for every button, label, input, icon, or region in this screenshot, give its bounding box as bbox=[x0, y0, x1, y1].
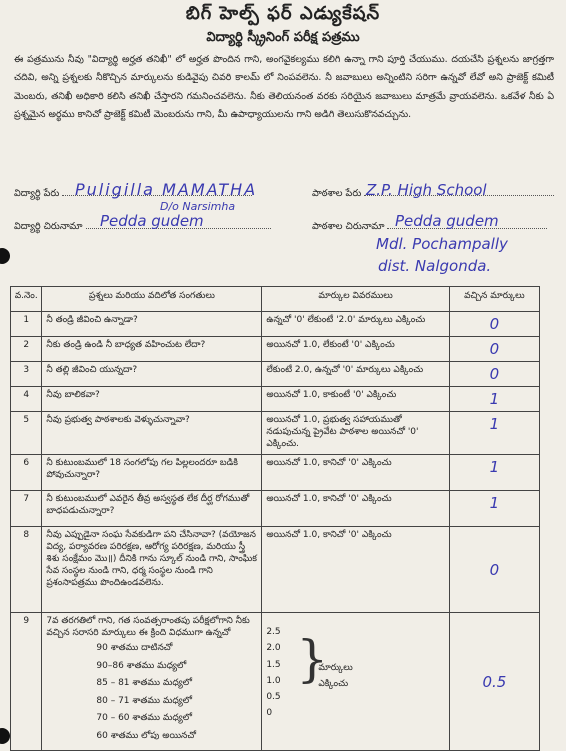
header-question: ప్రశ్నలు మరియు వదిలోత సంగతులు bbox=[42, 287, 262, 312]
row-question: నీకు తండ్రి ఉండి నీ బాధ్యత వహించుట లేదా? bbox=[42, 337, 262, 362]
row-mark-cell[interactable] bbox=[449, 527, 539, 613]
row-mark-cell[interactable] bbox=[449, 312, 539, 337]
row-number: 4 bbox=[11, 387, 42, 412]
table-row bbox=[11, 312, 540, 337]
student-address-label: విద్యార్థి చిరునామా bbox=[14, 221, 83, 232]
row-mark: 1 bbox=[489, 494, 500, 512]
row-number: 1 bbox=[11, 312, 42, 337]
grade-range-item: 90 శాతము దాటినచో bbox=[96, 643, 173, 653]
school-name-value[interactable]: Z.P. High School bbox=[366, 181, 487, 199]
row-mark-cell[interactable] bbox=[449, 613, 539, 751]
father-name-value[interactable]: D/o Narsimha bbox=[160, 200, 236, 213]
row-mark: 0 bbox=[489, 315, 500, 333]
student-name-label: విద్యార్థి పేరు bbox=[14, 188, 60, 199]
punch-hole-top bbox=[0, 248, 10, 264]
row-mark: 0 bbox=[489, 340, 500, 358]
row-mark-cell[interactable] bbox=[449, 412, 539, 455]
row-number: 5 bbox=[11, 412, 42, 455]
row-mark-cell[interactable] bbox=[449, 387, 539, 412]
row-mark: 1 bbox=[489, 390, 500, 408]
table-row bbox=[11, 412, 540, 455]
row-question: నీవు ఎప్పుడైనా సంఘ సేవకుడిగా పని చేసినావా? (వయోజన విద్య, పర్యావరణ పరిరక్షణ, ఆరోగ్య పరిరక్షణ, మరియు స్త్రీ శిశు సంక్షేమం మొ॥) దీనికి గాను స్కూల్ నుండి గాని, సాంఘిక సేవ సంస్థల నుండి గాని, ధర్మ సంస్థల నుండి గాని ప్రశంసాపత్రము పొందిఉండవలెను. bbox=[42, 527, 262, 613]
row-mark-cell[interactable] bbox=[449, 337, 539, 362]
row-question-grades bbox=[42, 613, 262, 751]
row-number: 9 bbox=[11, 613, 42, 751]
table-row bbox=[11, 455, 540, 491]
row-rule: అయినచో 1.0, కాకుంటే '0' ఎక్కించు bbox=[262, 387, 449, 412]
grade-range-item: 70 – 60 శాతము మధ్యలో bbox=[96, 713, 193, 724]
grade-range-item: 90–86 శాతము మధ్యలో bbox=[96, 660, 187, 671]
header-marks: వచ్చిన మార్కులు bbox=[449, 287, 539, 312]
row-rule: అయినచో 1.0, కానిచో '0' ఎక్కించు bbox=[262, 491, 449, 527]
row-rule: ఉన్నచో '0' లేకుంటే '2.0' మార్కులు ఎక్కించు bbox=[262, 312, 449, 337]
row-mark-cell[interactable] bbox=[449, 362, 539, 387]
grade-value: 1.0 bbox=[266, 675, 281, 686]
intro-paragraph: ఈ పత్రమును నీవు "విద్యార్థి అర్హత తనిఖీ" లో అర్హత పొందిన గాని, అంగవైకల్యము కలిగి ఉన్నా గాని పూర్తి చేయుము. దయచేసి ప్రశ్నలను జాగ్రత్తగా చదివి, అన్ని ప్రశ్నలకు నీకొచ్చిన మార్కులను కుడివైపు చివరి కాలమ్ లో నింపవలెను. నీ జవాబులు అన్నింటిని సరిగా ఉన్నవో లేవో అని ప్రాజెక్ట్ కమిటీ మెంబరు, తనిఖీ అధికారి కలిసి తనిఖీ చేస్తారని గమనించవలెను. నీకు తెలియనంత వరకు సరియైన జవాబులు మాత్రమే వ్రాయవలెను. ఒకవేళ నీకు ఏ ప్రశ్నమైన అర్థము కానిచో ప్రాజెక్ట్ కమిటీ మెంబరును గాని, మీ ఉపాధ్యాయులను గాని అడిగి తెలుసుకొనవచ్చును. bbox=[14, 54, 554, 120]
school-address-line3[interactable]: dist. Nalgonda. bbox=[378, 257, 492, 275]
row-question: నీ కుటుంబములో ఎవరైన తీవ్ర అస్వస్థత లేక దీర్ఘ రోగముతో బాధపడుచున్నారా? bbox=[42, 491, 262, 527]
row-question: నీ కుటుంబములో 18 సంగలోపు గల పిల్లలందరూ బడికి పోవుచున్నారా? bbox=[42, 455, 262, 491]
row-mark: 1 bbox=[489, 415, 500, 433]
row-question: నీ తల్లి జీవించి యున్నదా? bbox=[42, 362, 262, 387]
row-number: 3 bbox=[11, 362, 42, 387]
row-rule: అయినచో 1.0, లేకుంటే '0' ఎక్కించు bbox=[262, 337, 449, 362]
school-address-line2[interactable]: Mdl. Pochampally bbox=[376, 235, 508, 253]
curly-brace-icon: } bbox=[296, 630, 329, 688]
table-row-grades bbox=[11, 613, 540, 751]
table-row bbox=[11, 387, 540, 412]
form-title: విద్యార్థి స్క్రీనింగ్ పరీక్ష పత్రము bbox=[206, 30, 360, 45]
row-number: 8 bbox=[11, 527, 42, 613]
row-mark: 0 bbox=[489, 365, 500, 383]
row-question: నీ తండ్రి జీవించి ఉన్నాడా? bbox=[42, 312, 262, 337]
row-number: 6 bbox=[11, 455, 42, 491]
grade-value: 1.5 bbox=[266, 659, 281, 670]
row-number: 2 bbox=[11, 337, 42, 362]
grade-range-item: 85 – 81 శాతము మధ్యలో bbox=[96, 678, 193, 689]
grade-value: 0.5 bbox=[266, 692, 281, 703]
grade-value: 2.0 bbox=[266, 643, 281, 654]
grade-value: 2.5 bbox=[266, 627, 281, 637]
row-rule: అయినచో 1.0, కానిచో '0' ఎక్కించు bbox=[262, 527, 449, 613]
header-serial: వ.నెం. bbox=[11, 287, 42, 312]
grade-question-text: 7వ తరగతిలో గాని, గత సంవత్సరాంతపు పరీక్షలోగాని నీకు వచ్చిన సరాసరి మార్కులు ఈ క్రింది విధముగా ఉన్నచో bbox=[46, 616, 250, 638]
row-question: నీవు బాలికవా? bbox=[42, 387, 262, 412]
table-row bbox=[11, 491, 540, 527]
school-address-label: పాఠశాల చిరునామా bbox=[312, 221, 385, 232]
punch-hole-bottom bbox=[0, 728, 10, 744]
school-name-label: పాఠశాల పేరు bbox=[312, 188, 362, 199]
org-title: బిగ్ హెల్ప్ ఫర్ ఎడ్యుకేషన్ bbox=[185, 3, 381, 24]
header-rule: మార్కుల వివరములు bbox=[262, 287, 449, 312]
table-row bbox=[11, 527, 540, 613]
row-rule-grades bbox=[262, 613, 449, 751]
screening-table bbox=[10, 286, 540, 751]
row-question: నీవు ప్రభుత్వ పాఠశాలకు వెళ్ళుచున్నావా? bbox=[42, 412, 262, 455]
grade-range-item: 60 శాతము లోపు అయినచో bbox=[96, 730, 196, 741]
row-rule: లేకుంటే 2.0, ఉన్నచో '0' మార్కులు ఎక్కించు bbox=[262, 362, 449, 387]
table-header-row bbox=[11, 287, 540, 312]
table-row bbox=[11, 337, 540, 362]
row-mark: 0 bbox=[489, 560, 500, 579]
row-mark: 0.5 bbox=[482, 672, 507, 691]
row-rule: అయినచో 1.0, కానిచో '0' ఎక్కించు bbox=[262, 455, 449, 491]
grade-instruction: మార్కులు ఎక్కించు bbox=[318, 663, 353, 689]
student-address-value[interactable]: Pedda gudem bbox=[100, 212, 204, 230]
row-number: 7 bbox=[11, 491, 42, 527]
row-mark-cell[interactable] bbox=[449, 491, 539, 527]
grade-ranges bbox=[46, 640, 257, 746]
row-mark-cell[interactable] bbox=[449, 455, 539, 491]
student-name-value[interactable]: Puligilla MAMATHA bbox=[75, 180, 258, 199]
grade-values bbox=[266, 624, 280, 722]
table-row bbox=[11, 362, 540, 387]
grade-range-item: 80 – 71 శాతము మధ్యలో bbox=[96, 695, 193, 706]
row-mark: 1 bbox=[489, 458, 500, 476]
school-address-line1[interactable]: Pedda gudem bbox=[395, 212, 499, 230]
row-rule: అయినచో 1.0, ప్రభుత్వ సహాయముతో నడుపుచున్న ప్రైవేట పాఠశాల అయినచో '0' ఎక్కించు. bbox=[262, 412, 449, 455]
grade-value: 0 bbox=[266, 708, 273, 719]
